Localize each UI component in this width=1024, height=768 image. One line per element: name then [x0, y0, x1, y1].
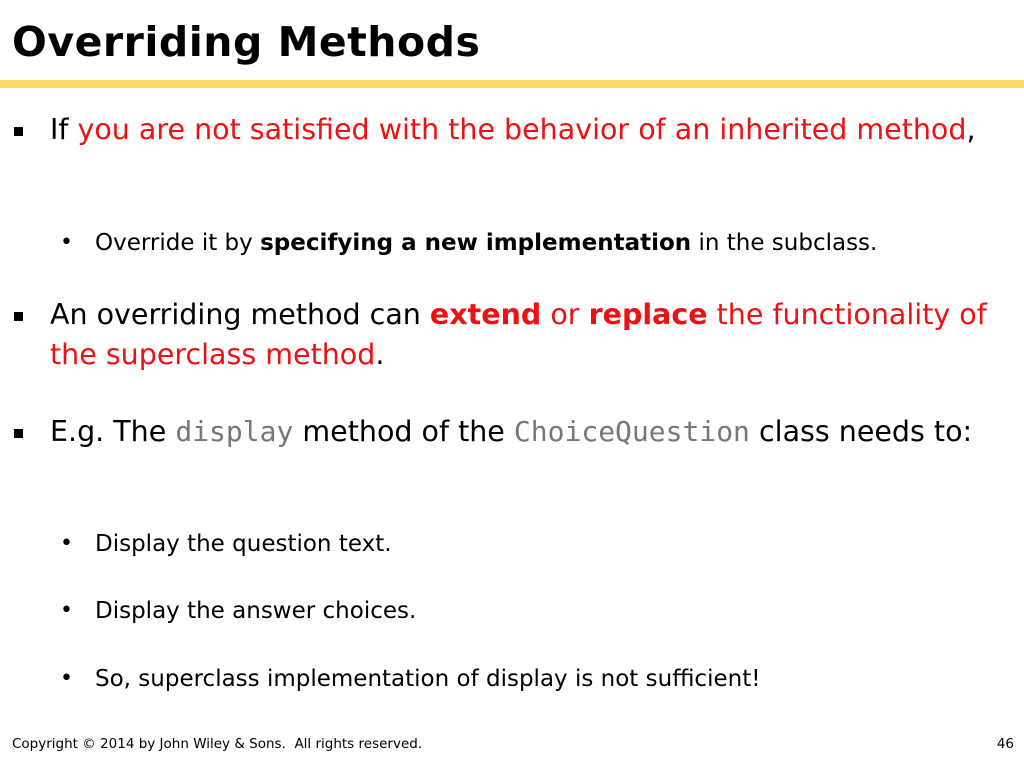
subbullet-override — [60, 228, 1015, 258]
subbullet-question-text — [60, 529, 1015, 559]
code-display: display — [175, 415, 294, 448]
bullet-text-mid: method of the — [293, 415, 514, 448]
round-bullet-icon: • — [60, 230, 73, 255]
round-bullet-icon: • — [60, 666, 73, 691]
round-bullet-icon: • — [60, 531, 73, 556]
copyright-footer: Copyright © 2014 by John Wiley & Sons. All rights reserved. — [12, 736, 423, 752]
replace-keyword: replace — [588, 298, 708, 331]
subbullet-text-post: in the subclass. — [691, 230, 878, 256]
square-bullet-icon — [14, 429, 23, 438]
subbullet-text: Display the question text. — [95, 531, 392, 557]
subbullet-text-bold: specifying a new implementation — [260, 230, 692, 256]
extend-keyword: extend — [429, 298, 542, 331]
bullet-text-pre: An overriding method can — [50, 298, 430, 331]
bullet-text-pre: If — [50, 113, 78, 146]
bullet-text-post: , — [966, 113, 976, 146]
subbullet-text: So, superclass implementation of display is not sufficient! — [95, 666, 761, 692]
title-underline — [0, 80, 1024, 88]
bullet-not-satisfied — [50, 110, 1000, 150]
square-bullet-icon — [14, 127, 23, 136]
slide-title: Overriding Methods — [12, 18, 481, 66]
page-number: 46 — [996, 736, 1014, 752]
or-word: or — [541, 298, 589, 331]
bullet-extend-replace — [50, 295, 1000, 375]
round-bullet-icon: • — [60, 598, 73, 623]
subbullet-text-pre: Override it by — [95, 230, 261, 256]
bullet-text-post: class needs to: — [749, 415, 973, 448]
subbullet-answer-choices — [60, 596, 1015, 626]
square-bullet-icon — [14, 312, 23, 321]
bullet-example — [50, 412, 1000, 452]
subbullet-text: Display the answer choices. — [95, 598, 417, 624]
bullet-text-red: the functionality of the superclass method — [50, 298, 987, 371]
subbullet-not-sufficient — [60, 664, 1015, 694]
bullet-text-red: you are not satisfied with the behavior of an inherited method — [77, 113, 967, 146]
code-choicequestion: ChoiceQuestion — [513, 415, 750, 448]
bullet-text-pre: E.g. The — [50, 415, 176, 448]
bullet-text-post: . — [375, 338, 385, 371]
